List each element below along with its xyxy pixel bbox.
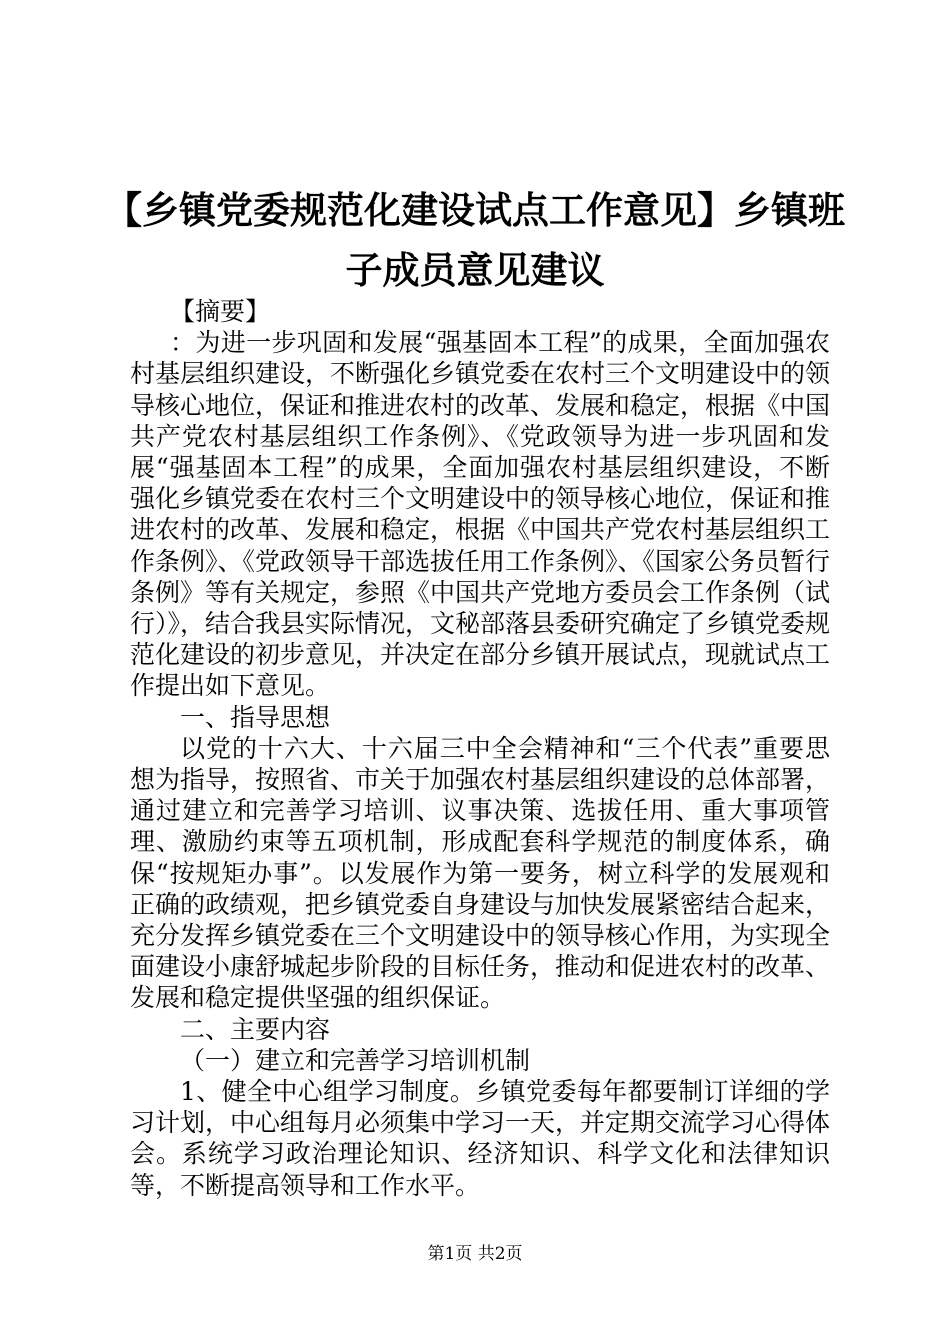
abstract-paragraph: ：为进一步巩固和发展“强基固本工程”的成果，全面加强农村基层组织建设，不断强化乡镇党委在农村三个文明建设中的领导核心地位，保证和推进农村的改革、发展和稳定，根据《中国共产党农村基层组织工作条例》、《党政领导为进一步巩固和发展“强基固本工程”的成果，全面加强农村基层组织建设，不断强化乡镇党委在农村三个文明建设中的领导核心地位，保证和推进农村的改革、发展和稳定，根据《中国共产党农村基层组织工作条例》、《党政领导干部选拔任用工作条例》、《国家公务员暂行条例》等有关规定，参照《中国共产党地方委员会工作条例（试行）》，结合我县实际情况，文秘部落县委研究确定了乡镇党委规范化建设的初步意见，并决定在部分乡镇开展试点，现就试点工作提出如下意见。 — [130, 328, 831, 701]
subsection-heading-learning-mechanism: （一）建立和完善学习培训机制 — [180, 1045, 531, 1075]
section-heading-main-content: 二、主要内容 — [180, 1014, 331, 1044]
section-heading-guiding-ideology: 一、指导思想 — [180, 702, 331, 732]
document-title: 【乡镇党委规范化建设试点工作意见】乡镇班子成员意见建议 — [105, 188, 845, 292]
document-body — [130, 296, 830, 1201]
abstract-label: 【摘要】 — [170, 297, 271, 326]
item-paragraph-study-system: 1、健全中心组学习制度。乡镇党委每年都要制订详细的学习计划，中心组每月必须集中学习一天，并定期交流学习心得体会。系统学习政治理论知识、经济知识、科学文化和法律知识等，不断提高领导和工作水平。 — [130, 1077, 831, 1200]
guiding-ideology-paragraph: 以党的十六大、十六届三中全会精神和“三个代表”重要思想为指导，按照省、市关于加强农村基层组织建设的总体部署，通过建立和完善学习培训、议事决策、选拔任用、重大事项管理、激励约束等五项机制，形成配套科学规范的制度体系，确保“按规矩办事”。以发展作为第一要务，树立科学的发展观和正确的政绩观，把乡镇党委自身建设与加快发展紧密结合起来，充分发挥乡镇党委在三个文明建设中的领导核心作用，为实现全面建设小康舒城起步阶段的目标任务，推动和促进农村的改革、发展和稳定提供坚强的组织保证。 — [130, 733, 831, 1013]
page-footer: 第1页 共2页 — [427, 1244, 523, 1264]
